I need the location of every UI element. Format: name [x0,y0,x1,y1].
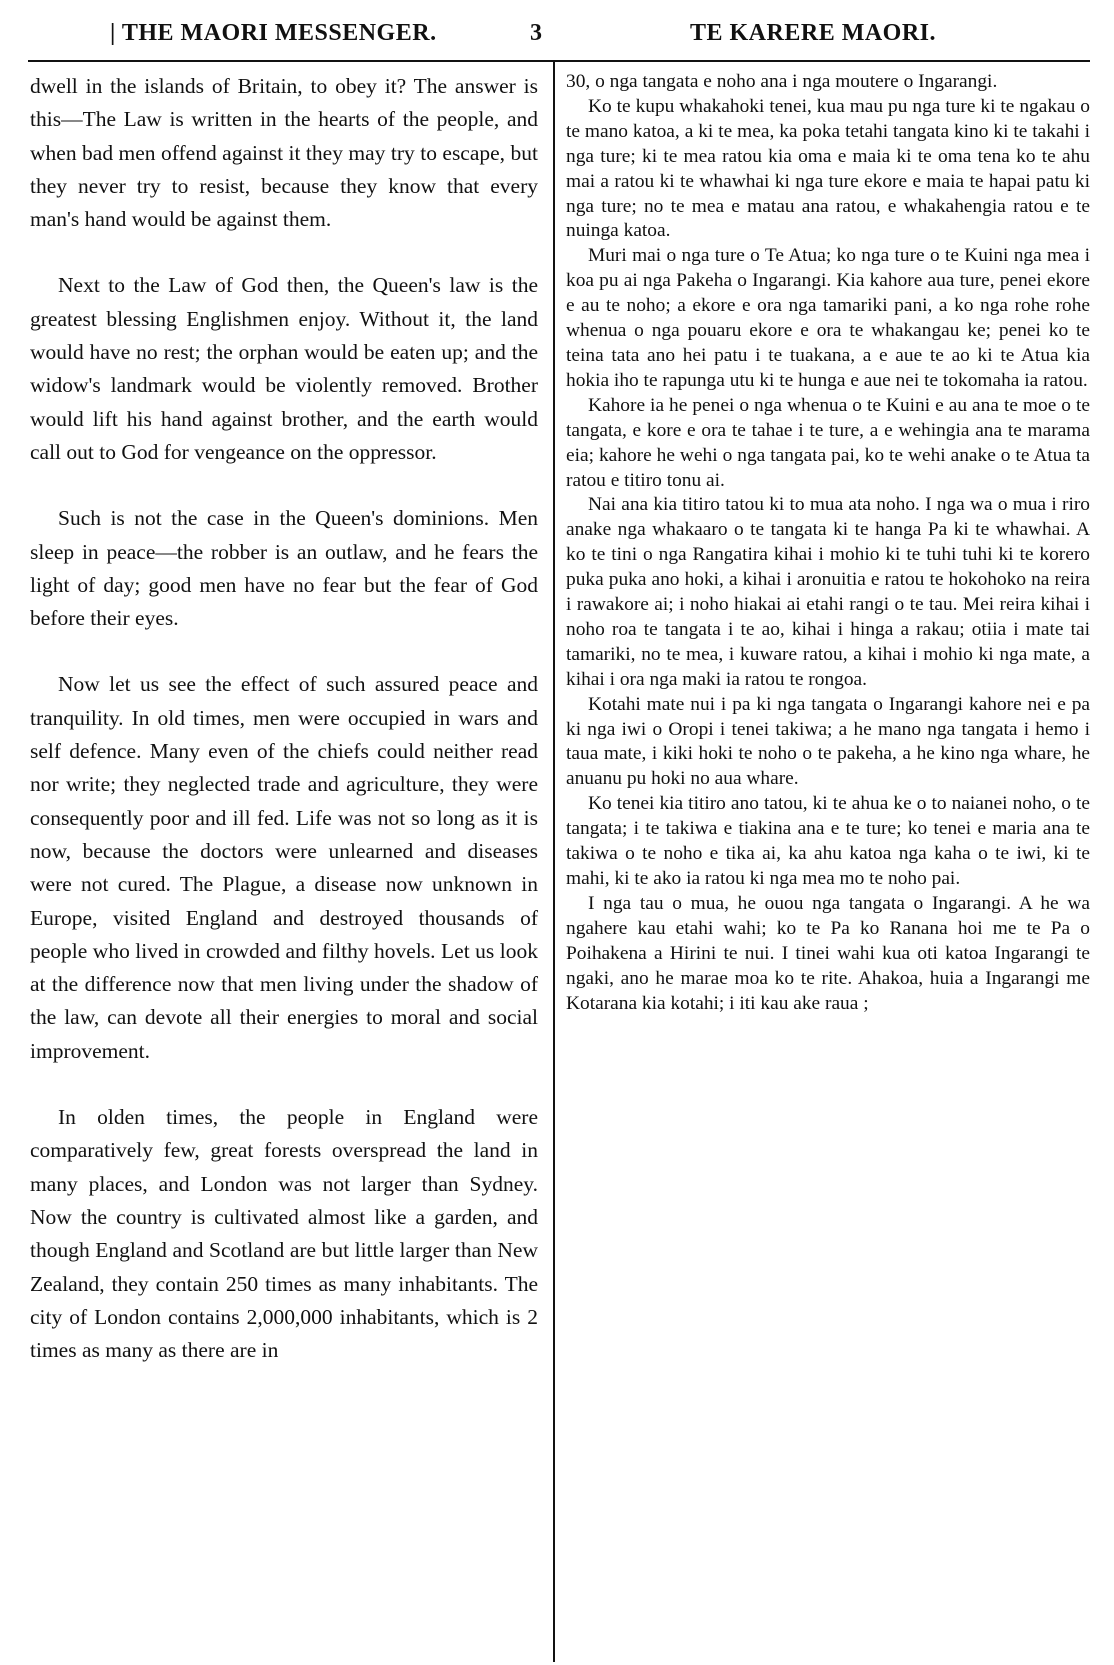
maori-paragraph: Muri mai o nga ture o Te Atua; ko nga ture o te Kuini nga mea i koa pu ai nga Pakeha o Ingarangi. Kia kahore aua ture, penei ekore e au te noho; a ekore e ora nga tamariki pani, a ko nga rohe rohe whenua o nga pouaru ekore e ora te whakangau ke; penei ko te teina tata ano hei patu i te tuakana, a e aue te ao ki te Atua kia hokia iho te rapunga utu ki te hunga e aue nei te tokomaha ia ratou. [566,245,1090,391]
maori-paragraph: Kahore ia he penei o nga whenua o te Kuini e au ana te moe o te tangata, e kore e ora te tahae i te ture, a e wehingia ana te marama eia; kahore he wehi o nga tangata pai, ko te wehi anake o te Atua ta ratou e titiro tonu ai. [566,394,1090,491]
english-paragraph: dwell in the islands of Britain, to obey it? The answer is this—The Law is written in the hearts of the people, and when bad men offend against it they may try to escape, but they never try to resist, because they know that every man's hand would be against them. [30,74,538,232]
english-paragraph: Next to the Law of God then, the Queen's law is the greatest blessing Englishmen enjoy. Without it, the land would have no rest; the orphan would be eaten up; and the widow's landmark would be violently removed. Brother would lift his hand against brother, and the earth would call out to God for vengeance on the oppressor. [30,273,538,464]
english-paragraph: Now let us see the effect of such assured peace and tranquility. In old times, men were occupied in wars and self defence. Many even of the chiefs could neither read nor write; they neglected trade and agriculture, they were consequently poor and ill fed. Life was not so long as it is now, because the doctors were unlearned and diseases were not cured. The Plague, a disease now unknown in Europe, visited England and destroyed thousands of people who lived in crowded and filthy hovels. Let us look at the difference now that men living under the shadow of the law, can devote all their energies to moral and social improvement. [30,672,538,1063]
page-number: 3 [530,20,543,46]
maori-column [566,70,1090,1016]
maori-paragraph: Kotahi mate nui i pa ki nga tangata o Ingarangi kahore nei e pa ki nga iwi o Oropi i tenei takiwa; a he mano nga tangata i hemo i taua mate, i kiki hoki te noho o te pakeha, a he kino nga whare, he anuanu pu hoki no aua whare. [566,693,1090,790]
maori-masthead: TE KARERE MAORI. [690,20,937,46]
header-rule [28,60,1090,62]
maori-paragraph: I nga tau o mua, he ouou nga tangata o Ingarangi. A he wa ngahere kau etahi wahi; ko te Pa ko Ranana hoi me te Pa o Poihakena a Hirini te nui. I tinei wahi kua oti katoa Ingarangi te ngaki, ano he marae moa ko te rite. Ahakoa, huia a Ingarangi me Kotarana kia kotahi; i iti kau ake raua ; [566,892,1090,1014]
english-paragraph: In olden times, the people in England were comparatively few, great forests overspread the land in many places, and London was not larger than Sydney. Now the country is cultivated almost like a garden, and though England and Scotland are but little larger than New Zealand, they contain 250 times as many inhabitants. The city of London contains 2,000,000 inhabitants, which is 2 times as many as there are in [30,1105,538,1363]
english-column [30,70,538,1367]
maori-paragraph: Ko tenei kia titiro ano tatou, ki te ahua ke o to naianei noho, o te tangata; i te takiwa e tiakina ana e te ture; ko tenei e maria ana te takiwa o te noho e tika ai, ka ahu katoa nga kaha o te iwi, ki te mahi, ki te ako ia ratou ki nga mea mo te noho pai. [566,793,1090,889]
english-masthead: | THE MAORI MESSENGER. [110,20,437,46]
maori-paragraph: Ko te kupu whakahoki tenei, kua mau pu nga ture ki te ngakau o te mano katoa, a ki te mea, ka poka tetahi tangata kino ki te takahi i nga ture; ki te mea ratou kia oma e maia ki te oma tena ko te ahu mai a ratou ki te whawhai ki nga ture ekore e maia te hapai patu ki nga ture; no te mea e matau ana ratou, e whakahengia ratou e te nuinga katoa. [566,95,1090,242]
page-header [0,10,1114,56]
column-divider [553,62,555,1662]
maori-paragraph: 30, o nga tangata e noho ana i nga moutere o Ingarangi. [566,71,998,92]
maori-paragraph: Nai ana kia titiro tatou ki to mua ata noho. I nga wa o mua i riro anake nga whakaaro o te tangata ki te hanga Pa ki te whawhai. A ko te tini o nga Rangatira kihai i mohio ki te tuhi tuhi ki te korero puka puka ano hoki, a kihai i aronuitia e ratou te hokohoko na reira i rawakore ai; i noho hiakai ai etahi rangi o te tau. Mei reira kihai i noho roa te tangata i te ao, kihai i hinga a rakau; otiia i mate tai tamariki, no te mea, i kuware ratou, a kihai i mohio ki nga mate, a kihai i ora nga maki ia ratou te rongoa. [566,494,1090,690]
english-paragraph: Such is not the case in the Queen's dominions. Men sleep in peace—the robber is an outlaw, and he fears the light of day; good men have no fear but the fear of God before their eyes. [30,506,538,631]
